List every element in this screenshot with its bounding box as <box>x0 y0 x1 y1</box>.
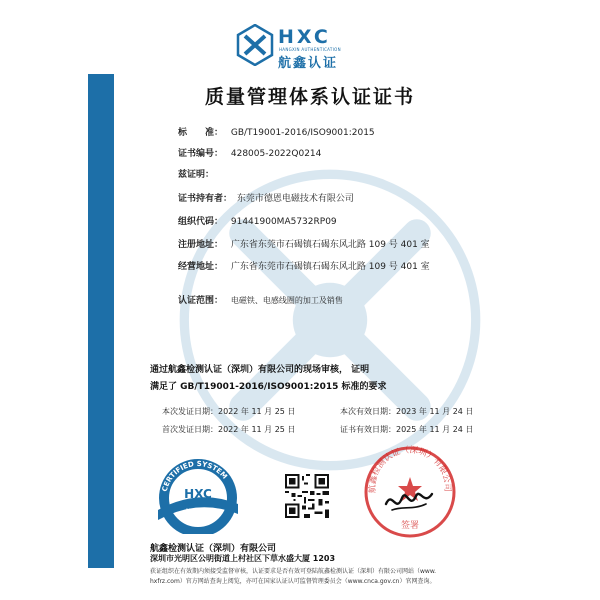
field-label: 经营地址： <box>178 262 224 272</box>
field-value: 428005-2022Q0214 <box>230 149 322 159</box>
field-label: 认证范围： <box>178 296 224 306</box>
footer-note-1: 获证组织在有效期内须接受监督审核，认证要求是否有效可登陆航鑫检测认证（深圳）有限公司网站（www. <box>150 568 437 575</box>
field-value: 广东省东莞市石碣镇石碣东风北路 109 号 401 室 <box>230 262 430 272</box>
certified-system-logo <box>152 452 244 534</box>
issuer-name: 航鑫检测认证（深圳）有限公司 <box>150 544 277 554</box>
seal-ring-text: 航鑫检测认证（深圳）有限公司 <box>367 445 453 494</box>
logo-chinese-name: 航鑫认证 <box>278 56 339 71</box>
certified-system-standard: ISO9001 <box>185 508 215 515</box>
field-holder <box>178 191 354 204</box>
seal-sign-text: 签署 <box>400 521 420 531</box>
field-label: 证书编号： <box>178 149 224 159</box>
certificate-title: 质量管理体系认证证书 <box>204 86 415 108</box>
expire-date-certificate: 证书有效日期：2025 年 11 月 24 日 <box>340 425 474 434</box>
field-registered-address <box>178 237 430 250</box>
footer-note-2: hxfrz.com）官方网站查询上阅览，亦可在国家认证认可监督管理委员会（www.cnca.gov.cn）官网查询。 <box>150 578 436 585</box>
field-label: 注册地址： <box>178 240 224 250</box>
header-logo <box>236 22 366 74</box>
certified-system-abbr: HXC <box>184 487 212 501</box>
field-scope <box>178 293 343 306</box>
field-org-code <box>178 214 337 227</box>
issue-date-current: 本次发证日期：2022 年 11 月 25 日 <box>162 407 296 416</box>
field-value: 电磁铁、电感线圈的加工及销售 <box>230 296 343 305</box>
statement-line-1: 通过航鑫检测认证（深圳）有限公司的现场审核， 证明 <box>150 365 370 375</box>
certified-system-ring-text: CERTIFIED SYSTEM <box>160 459 229 493</box>
field-label: 兹证明： <box>178 170 215 180</box>
field-hereby-certify <box>178 167 231 180</box>
issue-date-first: 首次发证日期：2022 年 11 月 25 日 <box>162 425 296 434</box>
field-standard <box>178 125 375 138</box>
field-label: 标 准： <box>178 128 224 138</box>
field-value: 东莞市德恩电磁技术有限公司 <box>236 194 354 204</box>
issuer-address: 深圳市光明区公明街道上村社区下草水盛大厦 1203 <box>150 554 336 563</box>
statement-line-2: 满足了 GB/T19001-2016/ISO9001:2015 标准的要求 <box>150 382 387 392</box>
field-value: 91441900MA5732RP09 <box>230 217 337 227</box>
field-label: 组织代码： <box>178 217 224 227</box>
expire-date-current: 本次有效日期：2023 年 11 月 24 日 <box>340 407 474 416</box>
left-blue-band <box>88 74 114 568</box>
field-value: GB/T19001-2016/ISO9001:2015 <box>230 128 375 138</box>
field-label: 证书持有者： <box>178 194 233 204</box>
field-cert-number <box>178 146 321 159</box>
hxc-emblem-icon <box>236 24 274 66</box>
official-seal <box>362 444 458 540</box>
field-value: 广东省东莞市石碣镇石碣东风北路 109 号 401 室 <box>230 240 430 250</box>
qr-code[interactable] <box>285 474 329 518</box>
field-business-address <box>178 259 430 272</box>
logo-subtitle: HANGXIN AUTHENTICATION <box>279 47 341 52</box>
logo-abbr: HXC <box>278 26 331 48</box>
